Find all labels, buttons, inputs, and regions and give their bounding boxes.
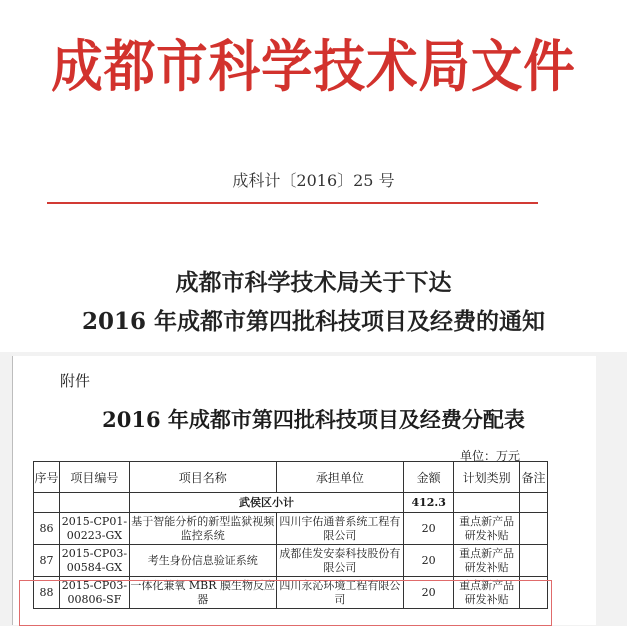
cell-name: 基于智能分析的新型监狱视频监控系统 — [129, 513, 276, 545]
cell-no: 86 — [34, 513, 60, 545]
cell-category: 重点新产品研发补贴 — [454, 513, 520, 545]
attachment-label: 附件 — [60, 372, 91, 390]
cell-code: 2015-CP03-00806-SF — [59, 577, 129, 609]
column-header: 序号 — [34, 462, 60, 493]
table-row — [34, 577, 548, 609]
cell-note — [520, 513, 548, 545]
notice-title-line-2: 2016 年成都市第四批科技项目及经费的通知 — [81, 308, 546, 335]
table-row — [34, 545, 548, 577]
cell-amount: 20 — [404, 577, 454, 609]
cell-note — [520, 545, 548, 577]
column-header: 金额 — [404, 462, 454, 493]
cell-category: 重点新产品研发补贴 — [454, 577, 520, 609]
subtotal-row — [34, 493, 548, 513]
column-header: 项目编号 — [59, 462, 129, 493]
column-header: 备注 — [520, 462, 548, 493]
unit-label: 单位：万元 — [460, 449, 521, 463]
cell-no: 87 — [34, 545, 60, 577]
document-number: 成科计〔2016〕25 号 — [232, 171, 395, 190]
column-header: 项目名称 — [129, 462, 276, 493]
notice-title-line-1: 成都市科学技术局关于下达 — [175, 269, 452, 296]
cell-category: 重点新产品研发补贴 — [454, 545, 520, 577]
cell-org: 四川宇佑通普系统工程有限公司 — [276, 513, 404, 545]
org-header-title: 成都市科学技术局文件 — [51, 34, 576, 100]
table-title: 2016 年成都市第四批科技项目及经费分配表 — [102, 407, 525, 432]
column-header: 计划类别 — [454, 462, 520, 493]
cell-org: 成都佳发安泰科技股份有限公司 — [276, 545, 404, 577]
cell-org: 四川永沁环境工程有限公司 — [276, 577, 404, 609]
red-divider — [47, 202, 538, 204]
cell-note — [520, 577, 548, 609]
cell-name: 一体化兼氧 MBR 膜生物反应器 — [129, 577, 276, 609]
allocation-table — [33, 461, 548, 609]
cell-name: 考生身份信息验证系统 — [129, 545, 276, 577]
cell-amount: 20 — [404, 545, 454, 577]
cell-amount: 20 — [404, 513, 454, 545]
subtotal-label: 武侯区小计 — [129, 493, 403, 513]
cell-no: 88 — [34, 577, 60, 609]
table-header-row — [34, 462, 548, 493]
subtotal-amount: 412.3 — [404, 493, 454, 513]
table-row — [34, 513, 548, 545]
cell-code: 2015-CP03-00584-GX — [59, 545, 129, 577]
column-header: 承担单位 — [276, 462, 404, 493]
cell-code: 2015-CP01-00223-GX — [59, 513, 129, 545]
